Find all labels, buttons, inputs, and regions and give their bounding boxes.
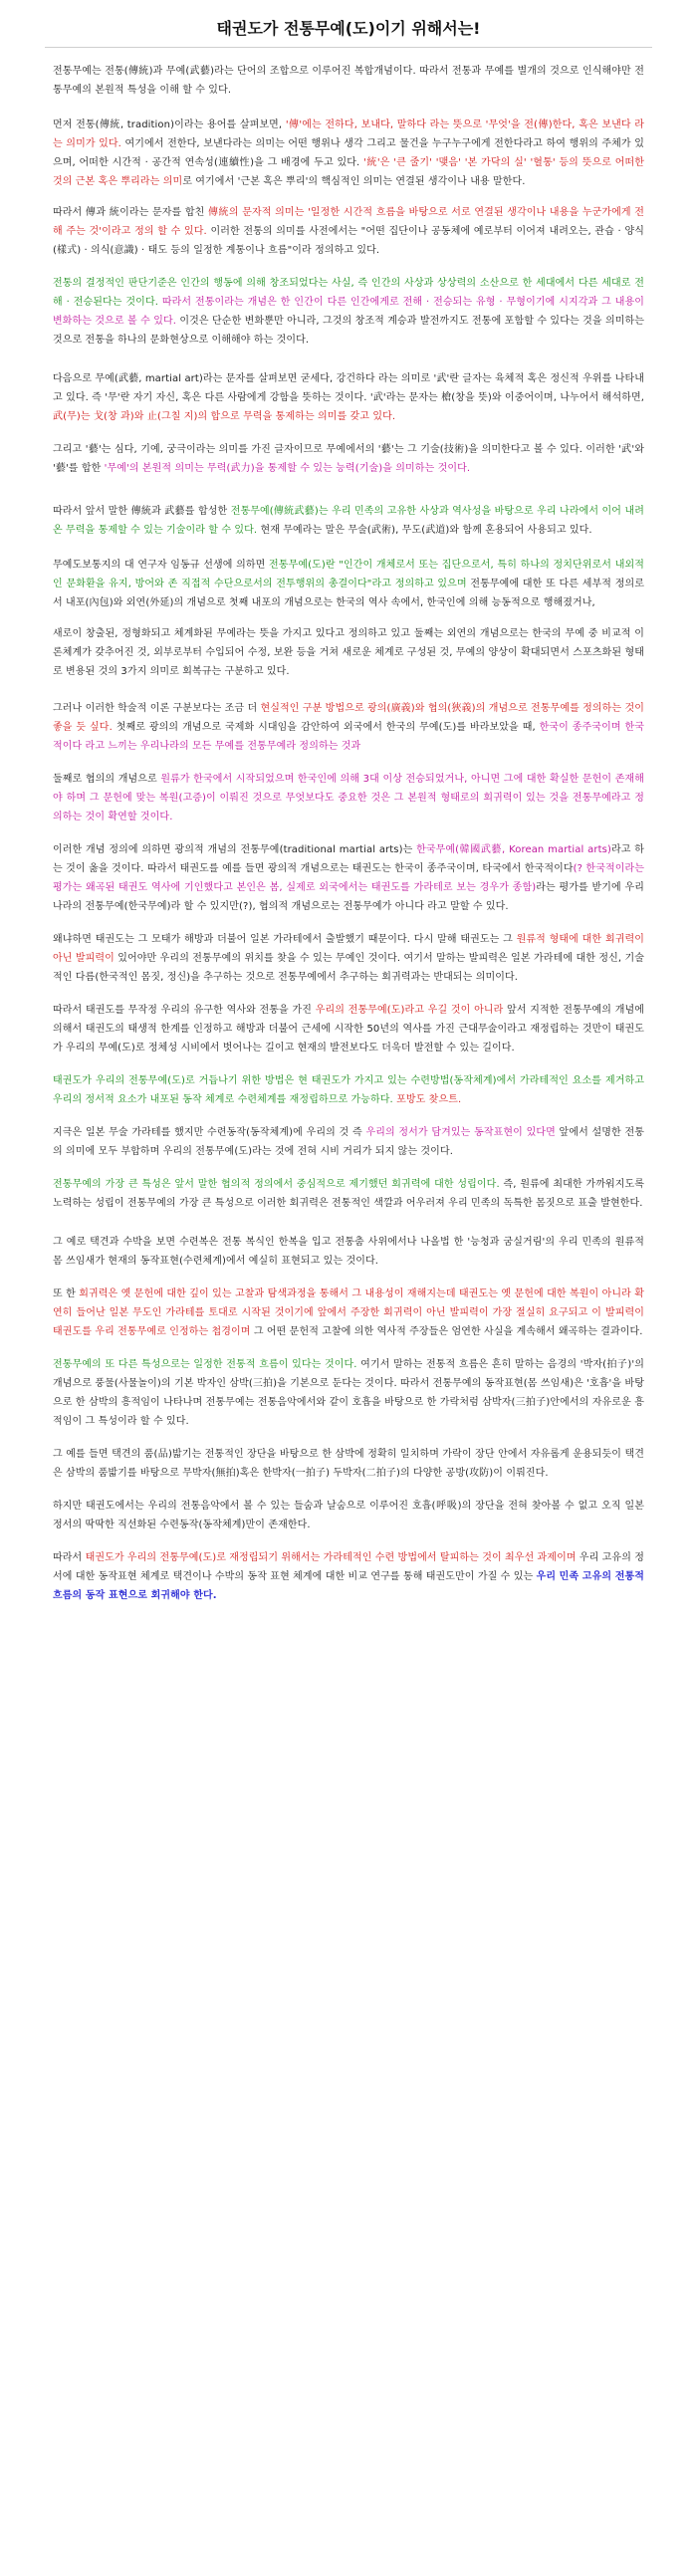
text-run: 로 여기에서 '근본 혹은 뿌리'의 핵심적인 의미는 연결된 생각이나 내용 말한다. (182, 176, 526, 187)
text-run: 따라서 앞서 말한 傳統과 武藝를 합성한 (53, 506, 231, 517)
text-run: 다음으로 무예(武藝, martial art)라는 문자를 살펴보면 굳세다, 강건하다 라는 의미로 '武'란 글자는 육체적 혹은 정신적 우위를 나타내고 있다. 즉 '무'란 자기 자신, 혹은 다른 사람에게 강함을 뜻하는 것이다. '武'라는 문자는 槍(창을 뜻)와 이중어이며, 나누어서 해석하면, (53, 373, 644, 403)
text-run: 첫째로 광의의 개념으로 국제화 시대임을 감안하여 외국에서 한국의 무예(도)를 바라보았을 때, (112, 722, 540, 733)
paragraph (53, 440, 644, 478)
paragraph (53, 699, 644, 756)
text-run: 앞에서 설명한 전통의 의미에 모두 부합하며 우리의 전통무예(도)라는 것에 전혀 시비 거리가 되지 않는 것이다. (53, 1127, 645, 1157)
paragraph (53, 1071, 644, 1109)
highlight-green: 전통의 결정적인 판단기준은 인간의 행동에 의해 창조되었다는 사실, 즉 인간의 사상과 상상력의 소산으로 한 세대에서 다른 세대로 전해 · 전승된다는 것이다. (53, 278, 644, 308)
paragraph (53, 1355, 644, 1431)
highlight-magenta: (? 한국적이라는 평가는 왜곡된 태권도 역사에 기인했다고 본인은 봄, 실제로 외국에서는 태권도를 가라테로 보는 경우가 종함) (53, 863, 644, 893)
title-divider (45, 47, 652, 48)
paragraph (53, 770, 644, 826)
highlight-magenta: '무예'의 본원적 의미는 무력(武力)을 통제할 수 있는 능력(기술)을 의미하는 것이다. (104, 463, 471, 474)
paragraph (53, 1123, 644, 1161)
text-run: 우리 고유의 정서에 대한 동작표현 체계로 택견이나 수박의 동작 표현 체계에 대한 비교 연구를 통해 태권도만이 가질 수 있는 (53, 1552, 644, 1582)
highlight-green: 전통무예의 또 다른 특성으로는 일정한 전통적 흐름이 있다는 것이다. (53, 1359, 357, 1370)
highlight-magenta: 따라서 전통이라는 개념은 한 인간이 다른 인간에게로 전해 · 전승되는 유형 · 무형이기에 시지각과 그 내용이 변화하는 것으로 볼 수 있다. (53, 297, 645, 327)
text-run: 따라서 傳과 統이라는 문자를 합친 (53, 207, 209, 218)
text-run: 전통무예에 대한 또 다른 세부적 정의로서 내포(內包)와 외연(外延)의 개념으로 첫째 내포의 개념으로는 한국의 역사 속에서, 한국인에 의해 능동적으로 행해졌거나, (53, 579, 644, 608)
paragraph (53, 116, 644, 191)
highlight-red: 우리의 전통무예(도)라고 우길 것이 아니라 (315, 1005, 504, 1016)
article-frame (45, 10, 652, 2566)
text-run: 라고 하는 것이 옳을 것이다. 따라서 태권도를 예를 들면 광의적 개념으로는 태권도는 한국이 종주국이며, 타국에서 한국적이다 (53, 844, 645, 874)
highlight-magenta: 우리의 정서가 담겨있는 동작표현이 있다면 (365, 1127, 556, 1138)
paragraph (53, 274, 644, 350)
highlight-red: 武(무)는 戈(창 과)와 止(그칠 지)의 합으로 무력을 통제하는 의미를 갖고 있다. (53, 411, 396, 422)
text-run: 먼저 전통(傳統, tradition)이라는 용어를 살펴보면, (53, 119, 286, 130)
text-run: 새로이 창출된, 정형화되고 체계화된 무예라는 뜻을 가지고 있다고 정의하고 있고 둘째는 외연의 개념으로는 한국의 무예 중 비교적 이론체계가 갖추어진 것, 외부로부터 수입되어 수정, 보완 등을 거쳐 새로운 체계로 구성된 것, 무예의 양상이 확대되면서 스포츠화된 형태로 변용된 것의 3가지 의미로 회복규는 구분하고 있다. (53, 628, 644, 677)
text-run: 여기에서 전한다, 보낸다라는 의미는 어떤 행위나 생각 그리고 물건을 누구누구에게 전한다라고 하여 행위의 주체가 있으며, 어떠한 시간적 · 공간적 연속성(連續性)을 그 배경에 두고 있다. (53, 138, 644, 168)
text-run: 따라서 (53, 1552, 86, 1563)
text-run: 그리고 '藝'는 심다, 기예, 궁극이라는 의미를 가진 글자이므로 무예에서의 '藝'는 그 기술(技術)을 의미한다고 볼 수 있다. 이러한 '武'와 '藝'를 합한 (53, 444, 644, 474)
highlight-green: 전통무예(도)란 "인간이 개체로서 또는 집단으로서, 특히 하나의 정치단위로서 내외적인 문화환을 유지, 방어와 존 직접적 수단으로서의 전투행위의 총결이다"라고 정의하고 있으며 (53, 560, 644, 589)
text-run: 이것은 단순한 변화뿐만 아니라, 그것의 창조적 계승과 발전까지도 전통에 포함할 수 있다는 것을 의미하는 것으로 전통을 하나의 문화현상으로 이해해야 하는 것이다. (53, 316, 644, 346)
paragraph (53, 62, 644, 100)
paragraph (53, 203, 644, 260)
text-run: 현재 무예라는 말은 무술(武術), 무도(武道)와 함께 혼용되어 사용되고 있다. (257, 525, 592, 536)
paragraph (53, 1233, 644, 1271)
paragraph (53, 930, 644, 987)
text-run: 둘째로 협의의 개념으로 (53, 774, 161, 785)
paragraph (53, 369, 644, 426)
highlight-red: 현실적인 구분 방법으로 광의(廣義)와 협의(狹義)의 개념으로 전통무예를 정의하는 것이 좋을 듯 싶다. (53, 703, 644, 733)
highlight-red: 傳統의 문자적 의미는 '일정한 시간적 흐름을 바탕으로 서로 연결된 생각이나 내용을 누군가에게 전해 주는 것'이라고 정의 할 수 있다. (53, 207, 644, 237)
text-run: 이러한 개념 정의에 의하면 광의적 개념의 전통무예(traditional martial arts)는 (53, 844, 417, 855)
text-run: 또 한 (53, 1288, 80, 1299)
text-run: 있어야만 우리의 전통무예의 위치를 찾을 수 있는 무예인 것이다. 여기서 말하는 발피력은 일본 가라테에 대한 정신, 기술적인 다름(한국적인 몸짓, 정신)을 추구하는 것으로 전통무예에서 추구하는 회귀력과는 반대되는 의미이다. (53, 953, 644, 983)
highlight-blue: 우리 민족 고유의 전통적 흐름의 동작 표현으로 회귀해야 한다. (53, 1571, 644, 1601)
text-run: 왜냐하면 태권도는 그 모태가 해방과 더불어 일본 가라테에서 출발했기 때문이다. 다시 말해 태권도는 그 (53, 934, 517, 945)
highlight-red: 포방도 찾으트. (396, 1094, 462, 1105)
paragraph (53, 1445, 644, 1483)
text-run: 따라서 태권도를 무작정 우리의 유구한 역사와 전통을 가진 (53, 1005, 316, 1016)
paragraph (53, 1548, 644, 1605)
paragraph (53, 624, 644, 681)
highlight-red: '傳'에는 전하다, 보내다, 말하다 라는 뜻으로 '무엇'을 전(傳)한다, 혹은 보낸다 라는 의미가 있다. (53, 119, 644, 149)
text-run: 앞서 지적한 전통무예의 개념에 의해서 태권도의 태생적 한계를 인정하고 해방과 더불어 근세에 시작한 50년의 역사를 가진 근대무술이라고 재정립하는 것만이 태권도가 우리의 무예(도)로 정체성 시비에서 벗어나는 길이고 현재의 발전보다도 더욱더 발전할 수 있는 길이다. (53, 1005, 644, 1054)
article-title: 태권도가 전통무예(도)이기 위해서는! (216, 19, 481, 38)
text-run: 라는 평가를 받기에 우리나라의 전통무예(한국무예)라 할 수 있지만(?), 협의적 개념으로는 전통무예가 아니다 라고 말할 수 있다. (53, 882, 645, 912)
highlight-red: 원류적 형태에 대한 회귀력이 아닌 발피력이 (53, 934, 644, 964)
article-body (45, 62, 652, 1605)
paragraph (53, 840, 644, 916)
text-run: 그러나 이러한 학술적 이론 구분보다는 조금 더 (53, 703, 261, 714)
text-run: 무예도보통지의 대 연구자 임동규 선생에 의하면 (53, 560, 270, 571)
text-run: 하지만 태권도에서는 우리의 전통음악에서 볼 수 있는 들숨과 날숨으로 이루어진 호흡(呼吸)의 장단을 전혀 찾아볼 수 없고 오직 일본 정서의 딱딱한 직선화된 수련동작(동작체계)만이 존재한다. (53, 1501, 644, 1530)
text-run: 이러한 전통의 의미를 사전에서는 "어떤 집단이나 공동체에 예로부터 이어져 내려오는, 관습 · 양식(樣式) · 의식(意識) · 태도 등의 일정한 계통이나 흐름"이라 정의하고 있다. (53, 226, 644, 256)
paragraph (53, 1175, 644, 1213)
text-run: 전통무예는 전통(傳統)과 무예(武藝)라는 단어의 조합으로 이루어진 복합개념이다. 따라서 전통과 무예를 별개의 것으로 인식해야만 전통무예의 본원적 특성을 이해 할 수 있다. (53, 66, 644, 96)
text-run: 그 예로 택견과 수박을 보면 수련복은 전통 복식인 한복을 입고 전통춤 사위에서나 나올법 한 '능청과 굼실거림'의 우리 민족의 원류적 몸 쓰임새가 현재의 동작표현(수련체계)에서 예실히 표현되고 있는 것이다. (53, 1237, 644, 1267)
highlight-red: 회귀력은 옛 문헌에 대한 깊이 있는 고찰과 탐색과정을 통해서 그 내용성이 재해지는데 태권도는 옛 문헌에 대한 복원이 아니라 확연히 들어난 일본 무도인 가라테를 토대로 시작된 것이기에 앞에서 주장한 회귀력이 아닌 발피력이 가장 절실히 요구되고 이 발피력이 태권도를 우리 전통무예로 인정하는 첩경이며 (53, 1288, 644, 1337)
paragraph (53, 1497, 644, 1534)
text-run: 지극은 일본 무술 가라테를 했지만 수련동작(동작체계)에 우리의 것 즉 (53, 1127, 366, 1138)
highlight-green: 전통무예(傳統武藝)는 우리 민족의 고유한 사상과 역사성을 바탕으로 우리 나라에서 이어 내려온 무력을 통제할 수 있는 기술이라 할 수 있다. (53, 506, 644, 536)
paragraph (53, 556, 644, 612)
highlight-green: 태권도가 우리의 전통무예(도)로 거듭나기 위한 방법은 현 태권도가 가지고 있는 수련방법(동작체계)에서 가라테적인 요소를 제거하고 우리의 정서적 요소가 내포된 동작 체계로 수련체계를 재정립하므로 가능하다. (53, 1075, 644, 1105)
highlight-red: '統'은 '큰 줄기' '맺음' '본 가닥의 실' '혈통' 등의 뜻으로 어떠한 것의 근본 혹은 뿌리라는 의미 (53, 157, 645, 187)
highlight-red: 태권도가 우리의 전통무예(도)로 재정립되기 위해서는 가라테적인 수련 방법에서 탈피하는 것이 최우선 과제이며 (85, 1552, 577, 1563)
text-run: 그 어떤 문헌적 고찰에 의한 역사적 주장들은 엄연한 사실을 계속해서 왜곡하는 결과이다. (250, 1326, 643, 1337)
highlight-green: 전통무예의 가장 큰 특성은 앞서 말한 협의적 정의에서 중심적으로 제기했던 회귀력에 대한 성립이다. (53, 1179, 500, 1190)
text-run: 여기서 말하는 전통적 흐름은 흔히 말하는 음경의 '박자(拍子)'의 개념으로 풍물(사물놀이)의 기본 박자인 삼박(三拍)을 기본으로 둔다는 것이다. 따라서 전통무예의 동작표현(몸 쓰임새)은 '호흡'을 바탕으로 한 삼박의 흥적임이 나타나며 전통무예는 전통음악에서와 같이 호흡을 바탕으로 한 가락처럼 삼박자(三拍子)안에서의 자유로운 흥적임이 그 특성이라 할 수 있다. (53, 1359, 644, 1427)
highlight-magenta: 원류가 한국에서 시작되었으며 한국인에 의해 3대 이상 전승되었거나, 아니면 그에 대한 확실한 문헌이 존재해야 하며 그 문헌에 맞는 복원(고증)이 이뤄진 것으로 무엇보다도 중요한 것은 그 본원적 형태로의 회귀력이 있는 것을 전통무예라고 정의하는 것이 확연할 것이다. (53, 774, 644, 822)
highlight-magenta: 한국무예(韓國武藝, Korean martial arts) (416, 844, 611, 855)
highlight-magenta: 한국이 종주국이며 한국적이다 라고 느끼는 우리나라의 모든 무예를 전통무예라 정의하는 것과 (53, 722, 644, 752)
paragraph (53, 1285, 644, 1341)
paragraph (53, 1001, 644, 1057)
paragraph (53, 502, 644, 540)
text-run: 그 예를 들면 택견의 품(品)밟기는 전통적인 장단을 바탕으로 한 삼박에 정확히 일치하며 가락이 장단 안에서 자유롭게 운용되듯이 택견은 삼박의 품밟기를 바탕으로 무박자(無拍)혹은 한박자(一拍子) 두박자(二拍子)의 다양한 공방(攻防)이 이뤄진다. (53, 1449, 644, 1479)
text-run: 즉, 원류에 최대한 가까워지도록 노력하는 성립이 전통무예의 가장 큰 특성으로 이러한 회귀력은 전통적인 색깔과 어우러져 우리 민족의 독특한 몸짓으로 표출 발현한다. (53, 1179, 644, 1209)
